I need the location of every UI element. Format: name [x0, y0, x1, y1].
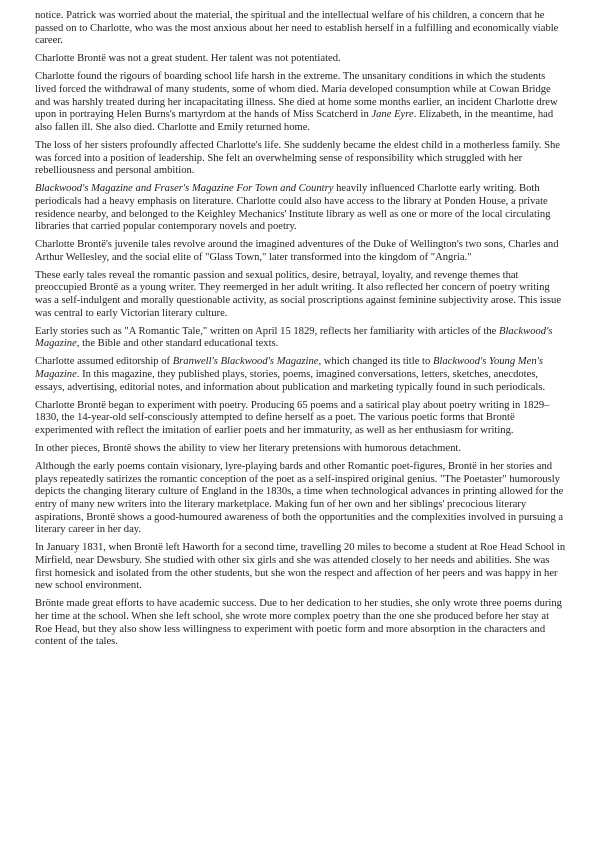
text-run: notice. Patrick was worried about the material, the spiritual and the intellectual welfare of his children, a concern that he passed on to Charlotte, who was the most anxious about her need to establish herself in a fulfilling and economically viable career.	[35, 10, 559, 47]
text-run: heavily influenced Charlotte early writing. Both periodicals had a heavy emphasis on literature. Charlotte could also have access to the library at Ponden House, a private residence nearby, and belonged to the Keighley Mechanics' Institute library as well as one or more of the local circulating libraries that carried popular contemporary novels and poetry.	[35, 183, 551, 233]
paragraph	[35, 326, 568, 351]
text-run: . Elizabeth, in the meantime, had also fallen ill. She also died. Charlotte and Emily returned home.	[35, 109, 554, 133]
italic-title: Blackwood's Magazine and Fraser's Magazine For Town and Country	[35, 183, 334, 195]
paragraph	[35, 71, 568, 135]
text-run: The loss of her sisters profoundly affected Charlotte's life. She suddenly became the eldest child in a motherless family. She was forced into a position of leadership. She felt an overwhelming sense of responsibility which struggled with her rebelliousness and personal ambition.	[35, 139, 560, 177]
text-run: . In this magazine, they published plays, stories, poems, imagined conversations, letters, sketches, anecdotes, essays, advertising, editorial notes, and information about publication and marketing typically found in such periodicals.	[35, 369, 546, 393]
italic-title: Jane Eyre	[371, 109, 414, 121]
text-run: , which changed its title to	[318, 356, 433, 368]
paragraph	[35, 239, 568, 264]
document-page	[35, 10, 568, 654]
text-run: In other pieces, Brontë shows the ability to view her literary pretensions with humorous detachment.	[35, 442, 462, 454]
text-run: Charlotte found the rigours of boarding school life harsh in the extreme. The unsanitary conditions in which the students lived forced the withdrawal of many students, some of whom died. Maria developed consumption while at Cowan Bridge and was harshly treated during her incapacitating illness. She died at home some months earlier, an incident Charlotte drew upon in portraying Helen Burns's martyrdom at the hands of Miss Scatcherd in	[35, 71, 558, 121]
text-run: Charlotte Brontë began to experiment with poetry. Producing 65 poems and a satirical play about poetry writing in 1829–1830, the 14-year-old self-consciously attempted to define herself as a poet. The various poetic forms that Brontë experimented with reflect the imitation of earlier poets and her immaturity, as well as her enthusiasm for writing.	[35, 399, 550, 437]
paragraph	[35, 183, 568, 234]
paragraph	[35, 356, 568, 394]
paragraph	[35, 400, 568, 438]
paragraph	[35, 542, 568, 593]
text-run: Charlotte Brontë's juvenile tales revolve around the imagined adventures of the Duke of Wellington's two sons, Charles and Arthur Wellesley, and the social elite of "Glass Town," later transformed into the kingdom of "Angria."	[35, 239, 559, 263]
paragraph	[35, 10, 568, 48]
text-run: Brönte made great efforts to have academic success. Due to her dedication to her studies, she only wrote three poems during her time at the school. When she left school, she wrote more complex poetry than the one she produced before her stay at Roe Head, but they also show less willingness to experiment with poetic form and more absorption in the characters and content of the tales.	[35, 598, 562, 648]
paragraph	[35, 270, 568, 321]
text-run: These early tales reveal the romantic passion and sexual politics, desire, betrayal, loyalty, and revenge themes that preoccupied Brontë as a young writer. They reemerged in her adult writing. It also reflected her concern of poetry writing was a self-indulgent and morally questionable activity, as social proscriptions against feminine subjectivity arose. This issue was central to early Victorian literary culture.	[35, 269, 562, 319]
paragraph	[35, 461, 568, 537]
paragraph	[35, 53, 568, 66]
paragraph	[35, 598, 568, 649]
text-run: Early stories such as "A Romantic Tale," written on April 15 1829, reflects her familiarity with articles of the	[35, 325, 500, 337]
text-run: Charlotte assumed editorship of	[35, 356, 173, 368]
text-run: Although the early poems contain visionary, lyre-playing bards and other Romantic poet-figures, Brontë in her stories and plays repeatedly satirizes the romantic conception of the poet as a self-inspired original genius. "The Poetaster" humorously depicts the changing literary culture of England in the 1830s, a time when technological advances in printing allowed for the entry of many new writers into the literary marketplace. Making fun of her own and her siblings' precocious literary aspirations, Brontë shows a good-humoured awareness of both the opportunities and the complexities involved in pursuing a literary career in her day.	[35, 460, 564, 536]
italic-title: Branwell's Blackwood's Magazine	[172, 356, 319, 368]
paragraph	[35, 443, 568, 456]
italic-title: Blackwood's Magazine	[35, 325, 553, 350]
text-run: , the Bible and other standard educational texts.	[76, 338, 279, 350]
text-run: Charlotte Brontë was not a great student. Her talent was not potentiated.	[35, 53, 341, 65]
italic-title: Blackwood's Young Men's Magazine	[35, 356, 544, 381]
text-run: In January 1831, when Brontë left Haworth for a second time, travelling 20 miles to become a student at Roe Head School in Mirfield, near Dewsbury. She studied with other six girls and she was attended closely to her needs and abilities. She was first homesick and isolated from the other students, but she won the respect and affection of her peers and was happy in her new school environment.	[35, 542, 566, 592]
paragraph	[35, 140, 568, 178]
